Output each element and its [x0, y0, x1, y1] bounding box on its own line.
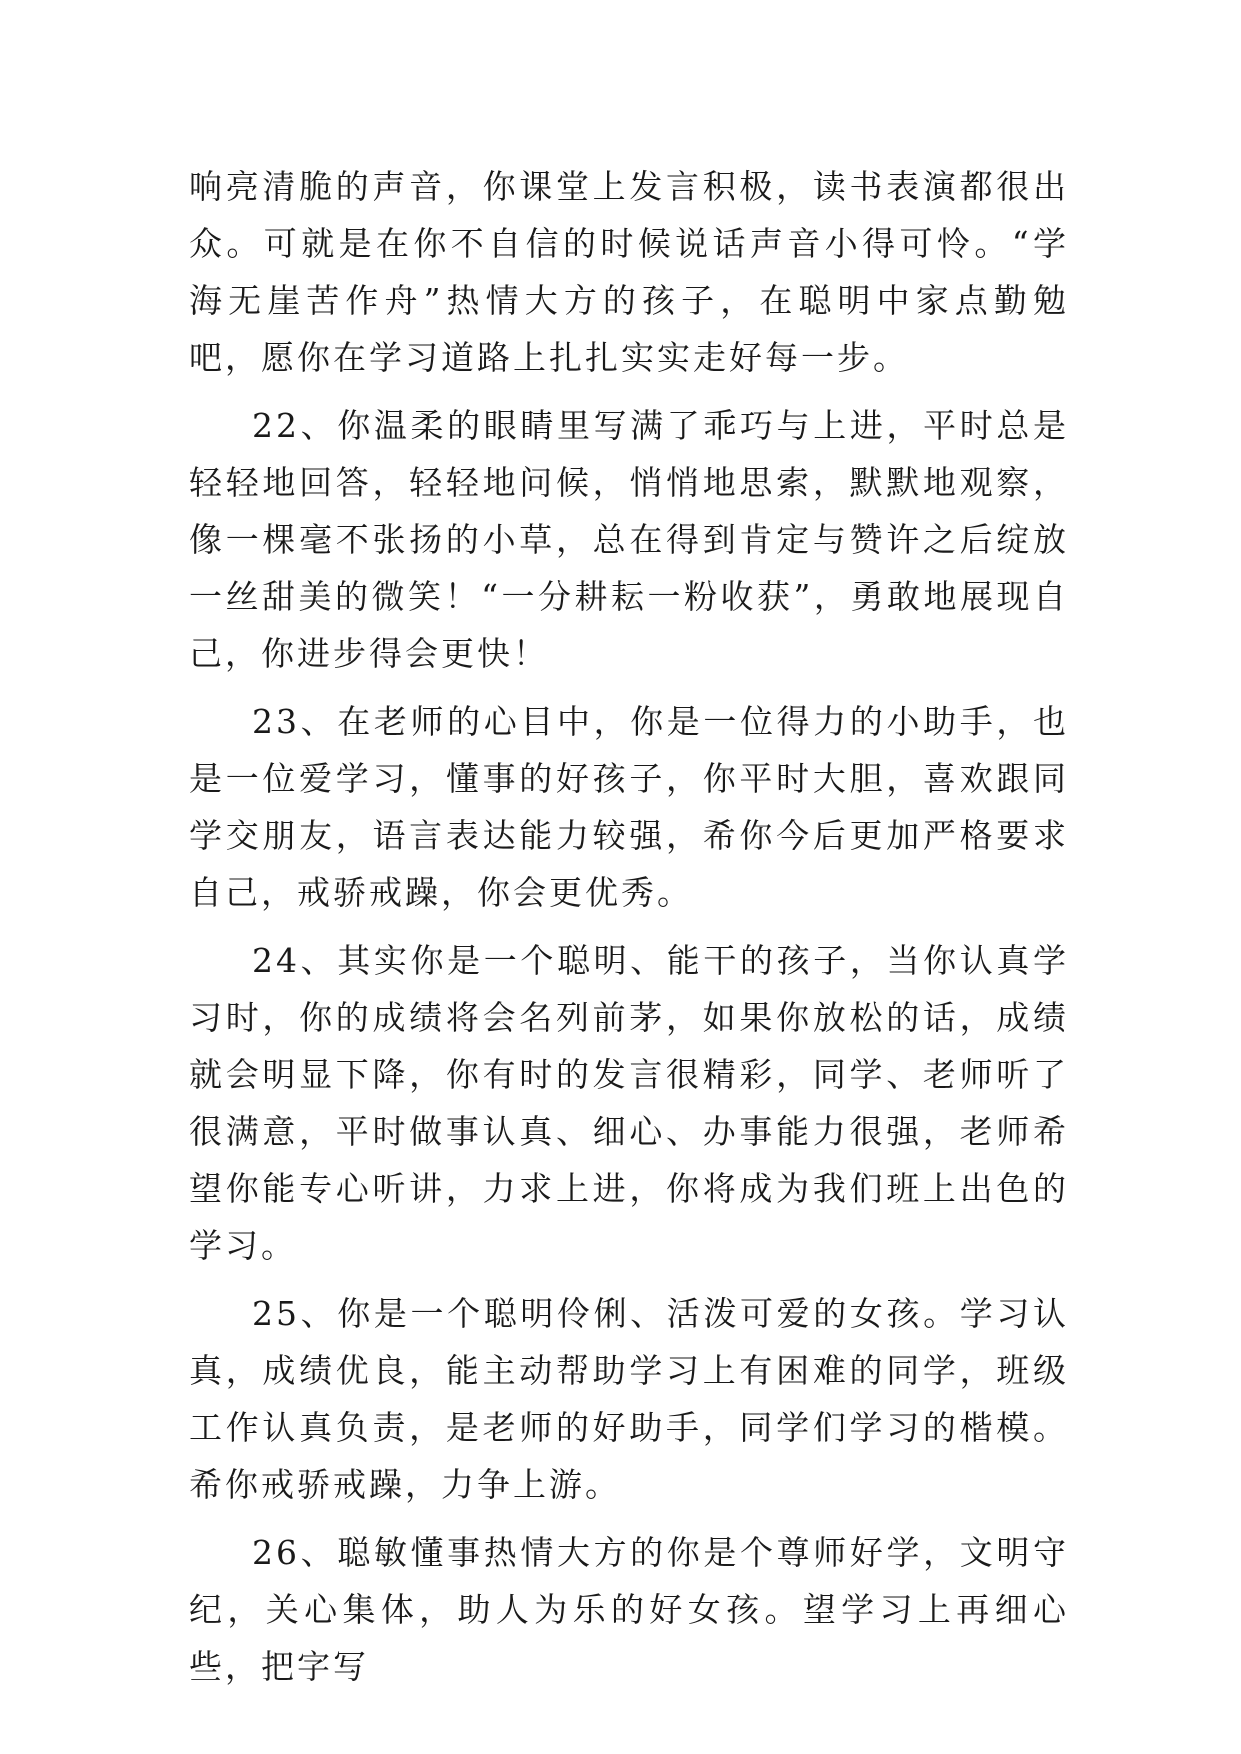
document-body: [189, 158, 1069, 1706]
paragraph-25: 25、你是一个聪明伶俐、活泼可爱的女孩。学习认真，成绩优良，能主动帮助学习上有困难的同学，班级工作认真负责，是老师的好助手，同学们学习的楷模。希你戒骄戒躁，力争上游。: [189, 1294, 1069, 1504]
paragraph-22: 22、你温柔的眼睛里写满了乖巧与上进，平时总是轻轻地回答，轻轻地问候，悄悄地思索，默默地观察，像一棵毫不张扬的小草，总在得到肯定与赞许之后绽放一丝甜美的微笑！“一分耕耘一粉收获”，勇敢地展现自己，你进步得会更快！: [189, 406, 1069, 673]
paragraph-continued: 响亮清脆的声音，你课堂上发言积极，读书表演都很出众。可就是在你不自信的时候说话声音小得可怜。“学海无崖苦作舟”热情大方的孩子，在聪明中家点勤勉吧，愿你在学习道路上扎扎实实走好每一步。: [189, 167, 1069, 377]
paragraph-24: 24、其实你是一个聪明、能干的孩子，当你认真学习时，你的成绩将会名列前茅，如果你放松的话，成绩就会明显下降，你有时的发言很精彩，同学、老师听了很满意，平时做事认真、细心、办事能力很强，老师希望你能专心听讲，力求上进，你将成为我们班上出色的学习。: [189, 941, 1069, 1265]
paragraph-26: 26、聪敏懂事热情大方的你是个尊师好学，文明守纪，关心集体，助人为乐的好女孩。望学习上再细心些，把字写: [189, 1533, 1069, 1686]
paragraph-23: 23、在老师的心目中，你是一位得力的小助手，也是一位爱学习，懂事的好孩子，你平时大胆，喜欢跟同学交朋友，语言表达能力较强，希你今后更加严格要求自己，戒骄戒躁，你会更优秀。: [189, 702, 1069, 912]
